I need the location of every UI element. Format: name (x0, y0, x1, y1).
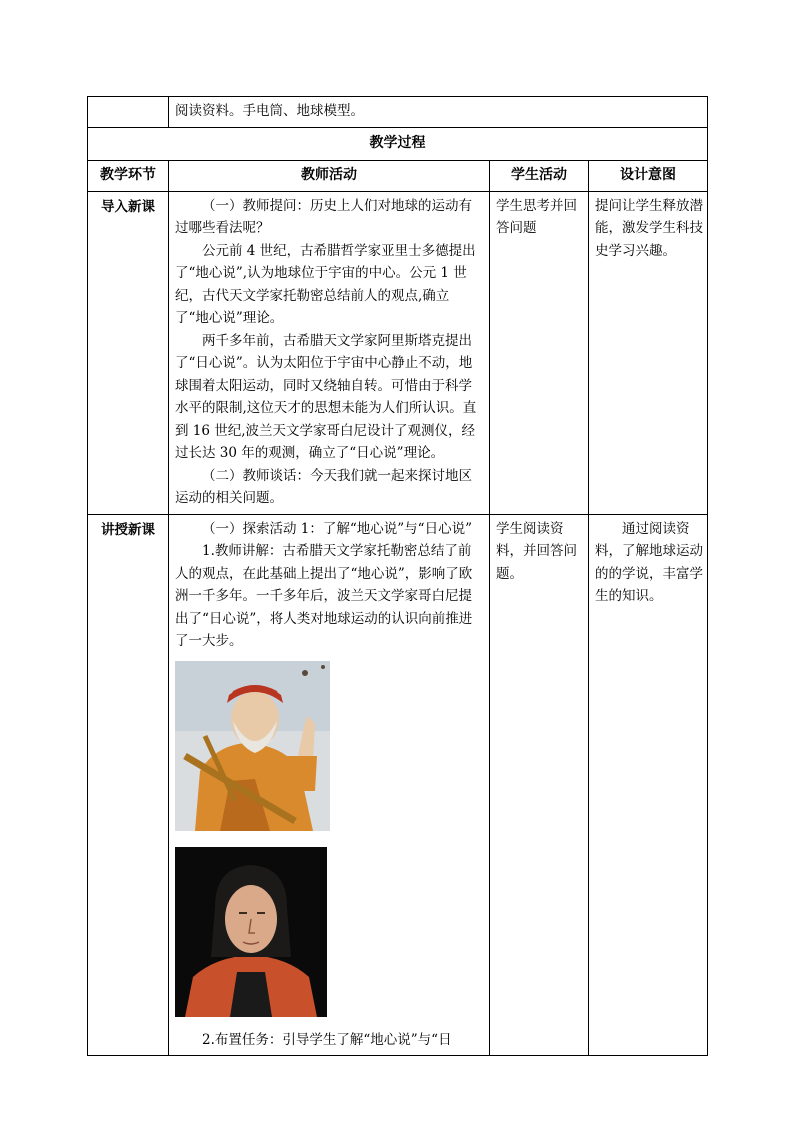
teacher-para: 2.布置任务：引导学生了解“地心说”与“日 (202, 1031, 452, 1048)
teacher-para: 1.教师讲解：古希腊天文学家托勒密总结了前人的观点，在此基础上提出了“地心说”，影响了欧洲一千多年。一千多年后，波兰天文学家哥白尼提出了“日心说”，将人类对地球运动的认识向前推进了一大步。 (175, 543, 473, 649)
ptolemy-portrait-image (175, 661, 330, 831)
header-stage: 教学环节 (88, 160, 169, 191)
header-intent: 设计意图 (589, 160, 708, 191)
row-intro (88, 191, 708, 514)
student-activity-intro: 学生思考并回答问题 (490, 191, 589, 514)
section-teaching: 讲授新课 (88, 514, 169, 1056)
teacher-activity-intro (169, 191, 490, 514)
design-intent-teaching (589, 514, 708, 1056)
design-intent-text: 通过阅读资料，了解地球运动的的学说，丰富学生的知识。 (595, 520, 703, 604)
teacher-para: 两千多年前，古希腊天文学家阿里斯塔克提出了“日心说”。认为太阳位于宇宙中心静止不动，地球围着太阳运动，同时又绕轴自转。可惜由于科学水平的限制,这位天才的思想未能为人们所认识。直到 16 世纪,波兰天文学家哥白尼设计了观测仪，经过长达 30 年的观测，确立了“日心说”理论。 (175, 332, 477, 461)
materials-row (88, 97, 708, 128)
student-activity-teaching: 学生阅读资料，并回答问题。 (490, 514, 589, 1056)
teacher-para: （一）探索活动 1：了解“地心说”与“日心说” (202, 520, 472, 537)
materials-text: 阅读资料。手电筒、地球模型。 (169, 97, 708, 128)
teacher-para: 公元前 4 世纪，古希腊哲学家亚里士多德提出了“地心说”,认为地球位于宇宙的中心。公元 1 世纪，古代天文学家托勒密总结前人的观点,确立了“地心说”理论。 (175, 242, 476, 326)
materials-label-cell (88, 97, 169, 128)
header-teacher: 教师活动 (169, 160, 490, 191)
title-row (88, 127, 708, 160)
row-teaching (88, 514, 708, 1056)
table-title: 教学过程 (88, 127, 708, 160)
design-intent-intro: 提问让学生释放潜能，激发学生科技史学习兴趣。 (589, 191, 708, 514)
teacher-activity-teaching (169, 514, 490, 1056)
copernicus-portrait-image (175, 847, 327, 1017)
portrait-images (175, 661, 483, 1017)
header-row (88, 160, 708, 191)
section-intro: 导入新课 (88, 191, 169, 514)
teacher-para: （一）教师提问：历史上人们对地球的运动有过哪些看法呢？ (175, 197, 472, 236)
lesson-plan-table (87, 96, 708, 1056)
teacher-para: （二）教师谈话：今天我们就一起来探讨地区运动的相关问题。 (175, 467, 472, 506)
header-student: 学生活动 (490, 160, 589, 191)
